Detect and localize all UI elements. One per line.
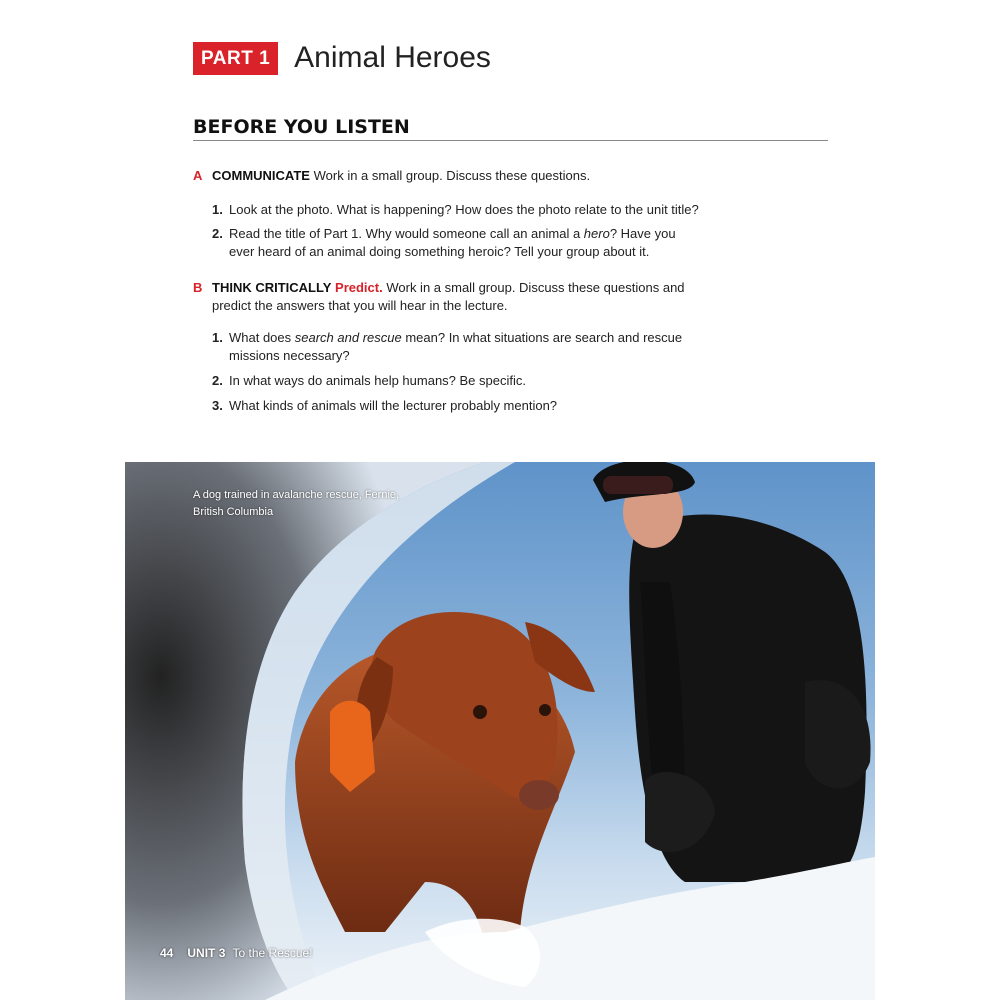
question-text: In what ways do animals help humans? Be specific. xyxy=(229,373,526,388)
activity-instruction-cont: predict the answers that you will hear in the lecture. xyxy=(212,298,508,313)
question-number: 2. xyxy=(212,373,223,388)
activity-letter: B xyxy=(193,280,203,295)
question-number: 1. xyxy=(212,330,223,345)
page-number: 44 xyxy=(160,946,174,960)
question-item xyxy=(212,372,712,390)
section-heading xyxy=(193,116,828,141)
question-number: 1. xyxy=(212,202,223,217)
part-badge: PART 1 xyxy=(193,42,278,75)
section-heading-text: BEFORE YOU LISTEN xyxy=(193,116,410,138)
activity-letter: A xyxy=(193,168,203,183)
emphasis: search and rescue xyxy=(294,330,402,345)
question-text: What does search and rescue mean? In what situations are search and rescue missions necessary? xyxy=(229,330,683,363)
page-footer xyxy=(160,946,313,960)
question-item xyxy=(212,397,712,415)
activity-tag: THINK CRITICALLY xyxy=(212,280,332,295)
part-title: Animal Heroes xyxy=(294,41,491,74)
photo-illustration xyxy=(125,462,875,1000)
activity-b xyxy=(193,279,685,315)
person-goggles xyxy=(603,476,673,494)
photo xyxy=(125,462,875,1000)
activity-instruction: Work in a small group. Discuss these questions and xyxy=(386,280,685,295)
question-item xyxy=(212,225,692,261)
activity-instruction: Work in a small group. Discuss these questions. xyxy=(313,168,591,183)
question-text: Look at the photo. What is happening? How does the photo relate to the unit title? xyxy=(229,202,699,217)
question-text: What kinds of animals will the lecturer probably mention? xyxy=(229,398,558,413)
dog-nose xyxy=(519,780,559,810)
unit-label: UNIT 3 xyxy=(187,946,226,960)
unit-title: To the Rescue! xyxy=(232,946,313,960)
dog-eye xyxy=(473,705,487,719)
photo-caption: A dog trained in avalanche rescue, Fernie, British Columbia xyxy=(193,489,400,518)
activity-tag: COMMUNICATE xyxy=(212,168,310,183)
question-number: 2. xyxy=(212,226,223,241)
question-item xyxy=(212,201,712,219)
predict-label: Predict. xyxy=(335,280,383,295)
part-header xyxy=(193,40,491,76)
activity-a xyxy=(193,167,590,185)
question-item xyxy=(212,329,702,365)
dog-eye xyxy=(539,704,551,716)
question-number: 3. xyxy=(212,398,223,413)
emphasis: hero xyxy=(583,226,610,241)
question-text: Read the title of Part 1. Why would someone call an animal a hero? Have you ever heard of an animal doing something heroic? Tell your group about it. xyxy=(229,226,676,259)
